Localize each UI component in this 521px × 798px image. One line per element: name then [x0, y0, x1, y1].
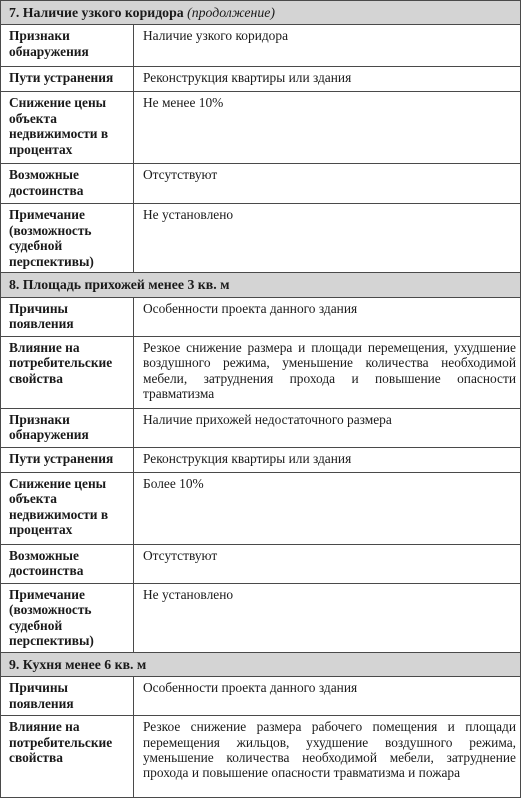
row-label: Признаки обнаружения: [1, 25, 134, 67]
section-title-cell: [1, 1, 521, 25]
table-row: [1, 472, 521, 544]
row-value: Особенности проекта данного здания: [134, 677, 521, 716]
table-row: [1, 408, 521, 447]
row-value: Не установлено: [134, 204, 521, 273]
row-label: Пути устранения: [1, 67, 134, 92]
row-value: Более 10%: [134, 472, 521, 544]
row-value: Особенности проекта данного здания: [134, 297, 521, 336]
continuation-note: (продолжение): [187, 5, 276, 20]
row-label: Причины появления: [1, 677, 134, 716]
table-row: [1, 67, 521, 92]
row-value: Отсутствуют: [134, 164, 521, 204]
row-value: Реконструкция квартиры или здания: [134, 67, 521, 92]
row-value: Резкое снижение размера и площади перемещения, ухудшение воздушного режима, уменьшение количества необходимой мебели, затруднения прохода и повышение опасности травматизма: [134, 336, 521, 408]
row-label: Влияние на потребительские свойства: [1, 716, 134, 798]
section-title: 9. Кухня менее 6 кв. м: [1, 652, 521, 676]
table-row: [1, 544, 521, 583]
row-value: Реконструкция квартиры или здания: [134, 447, 521, 472]
row-label: Влияние на потребительские свойства: [1, 336, 134, 408]
row-label: Снижение цены объекта недвижимости в процентах: [1, 472, 134, 544]
row-label: Возможные достоинства: [1, 544, 134, 583]
table-row: [1, 583, 521, 652]
row-value: Не установлено: [134, 583, 521, 652]
table-row: [1, 677, 521, 716]
row-label: Возможные достоинства: [1, 164, 134, 204]
row-label: Причины появления: [1, 297, 134, 336]
table-row: [1, 25, 521, 67]
row-value: Наличие узкого коридора: [134, 25, 521, 67]
section-header-7: [1, 1, 521, 25]
row-label: Снижение цены объекта недвижимости в процентах: [1, 92, 134, 164]
row-label: Примечание (возможность судебной перспективы): [1, 204, 134, 273]
row-value: Наличие прихожей недостаточного размера: [134, 408, 521, 447]
table-row: [1, 92, 521, 164]
table-row: [1, 204, 521, 273]
table-row: [1, 336, 521, 408]
row-value: Резкое снижение размера рабочего помещения и площади перемещения жильцов, ухудшение воздушного режима, уменьшение количества необходимой мебели, затруднение прохода и повышение опасности травматизма и пожара: [134, 716, 521, 798]
row-label: Пути устранения: [1, 447, 134, 472]
section-title: 8. Площадь прихожей менее 3 кв. м: [1, 273, 521, 297]
table-row: [1, 447, 521, 472]
row-value: Не менее 10%: [134, 92, 521, 164]
section-header-8: [1, 273, 521, 297]
row-label: Примечание (возможность судебной перспективы): [1, 583, 134, 652]
section-header-9: [1, 652, 521, 676]
table-row: [1, 164, 521, 204]
table-row: [1, 297, 521, 336]
table-row: [1, 716, 521, 798]
row-value: Отсутствуют: [134, 544, 521, 583]
row-label: Признаки обнаружения: [1, 408, 134, 447]
section-title: 7. Наличие узкого коридора: [9, 5, 184, 20]
